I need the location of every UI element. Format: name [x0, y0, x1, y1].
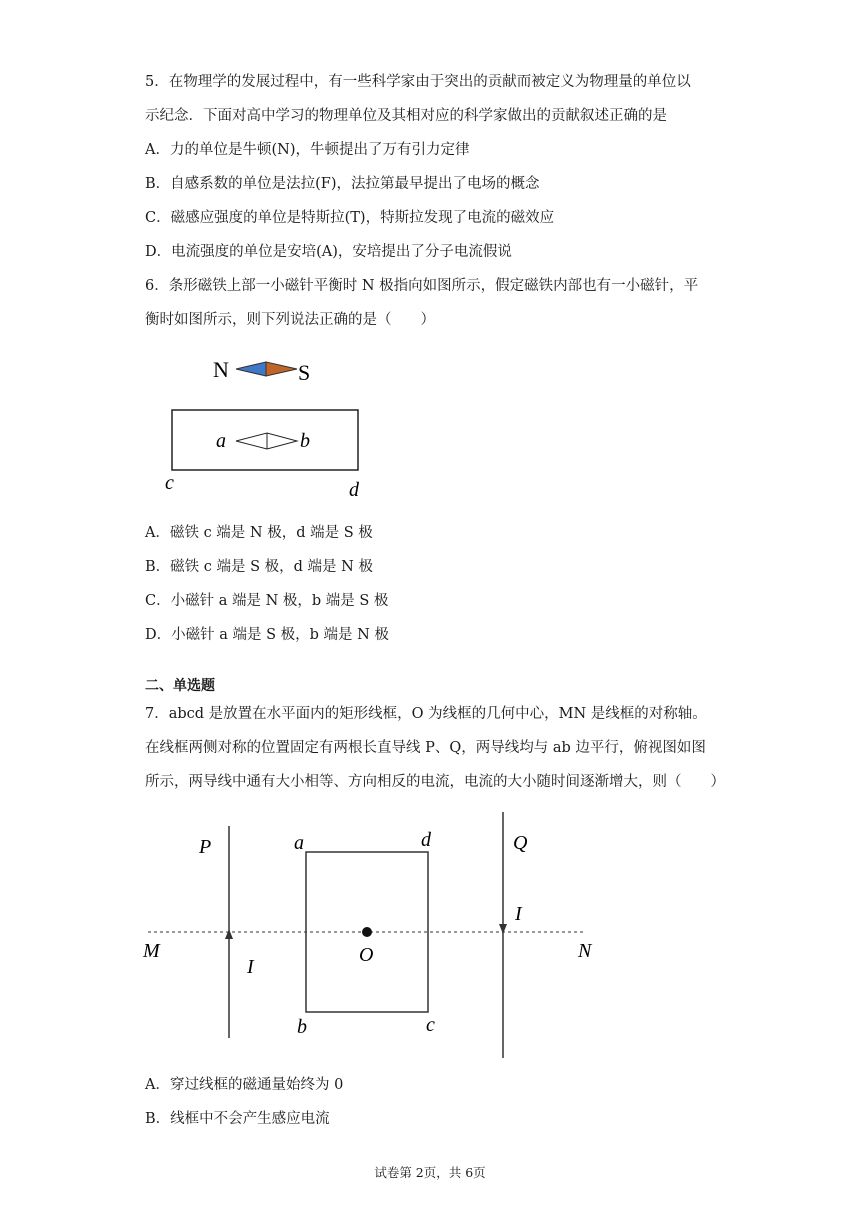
coil-c-label: c: [426, 1014, 435, 1036]
q7-stem-line-3: 所示，两导线中通有大小相等、方向相反的电流，电流的大小随时间逐渐增大，则（ ）: [145, 774, 725, 790]
magnet-c-label: c: [165, 472, 174, 494]
q5-option-a: A．力的单位是牛顿(N)，牛顿提出了万有引力定律: [145, 142, 470, 158]
center-o-dot: [362, 927, 372, 937]
compass-needle-s-half: [266, 362, 297, 376]
wire-p-current-label: I: [247, 956, 254, 978]
wire-p-current-arrow: [225, 929, 233, 939]
center-o-label: O: [359, 944, 374, 966]
q6-stem-line-1: 6．条形磁铁上部一小磁针平衡时 N 极指向如图所示，假定磁铁内部也有一小磁针，平: [145, 278, 699, 294]
q5-option-b: B．自感系数的单位是法拉(F)，法拉第最早提出了电场的概念: [145, 176, 540, 192]
compass-n-label: N: [213, 357, 229, 382]
compass-s-label: S: [298, 360, 311, 385]
q6-magnet-figure: [0, 0, 860, 520]
bar-magnet: [172, 410, 358, 470]
compass-needle-n-half: [236, 362, 266, 376]
wire-q-current-arrow: [499, 924, 507, 934]
q6-stem-line-2: 衡时如图所示，则下列说法正确的是（ ）: [145, 312, 435, 328]
q5-option-c: C．磁感应强度的单位是特斯拉(T)，特斯拉发现了电流的磁效应: [145, 210, 555, 226]
wire-q-label: Q: [513, 832, 528, 854]
axis-n-label: N: [578, 940, 592, 962]
q6-option-c: C．小磁针 a 端是 N 极，b 端是 S 极: [145, 593, 389, 609]
coil-d-label: d: [421, 829, 431, 851]
wire-q-current-label: I: [515, 903, 522, 925]
coil-b-label: b: [297, 1016, 307, 1038]
inner-needle-b-label: b: [300, 430, 310, 452]
wire-p-label: P: [199, 836, 212, 858]
q7-option-b: B．线框中不会产生感应电流: [145, 1111, 330, 1127]
q7-stem-line-2: 在线框两侧对称的位置固定有两根长直导线 P、Q，两导线均与 ab 边平行，俯视图如图: [145, 740, 706, 756]
magnet-d-label: d: [349, 479, 359, 501]
q5-stem-line-1: 5．在物理学的发展过程中，有一些科学家由于突出的贡献而被定义为物理量的单位以: [145, 74, 691, 90]
axis-m-label: M: [143, 940, 160, 962]
q7-coil-figure: [0, 810, 860, 1070]
q6-option-d: D．小磁针 a 端是 S 极，b 端是 N 极: [145, 627, 389, 643]
q5-option-d: D．电流强度的单位是安培(A)，安培提出了分子电流假说: [145, 244, 512, 260]
q5-stem-line-2: 示纪念．下面对高中学习的物理单位及其相对应的科学家做出的贡献叙述正确的是: [145, 108, 667, 124]
q6-option-a: A．磁铁 c 端是 N 极，d 端是 S 极: [145, 525, 373, 541]
section-heading: 二、单选题: [145, 678, 215, 694]
q7-stem-line-1: 7．abcd 是放置在水平面内的矩形线框，O 为线框的几何中心，MN 是线框的对称轴。: [145, 706, 707, 722]
q7-option-a: A．穿过线框的磁通量始终为 0: [145, 1077, 344, 1093]
page-footer: 试卷第 2页，共 6页: [374, 1165, 486, 1180]
q6-option-b: B．磁铁 c 端是 S 极，d 端是 N 极: [145, 559, 373, 575]
inner-needle-a-label: a: [216, 430, 226, 452]
coil-a-label: a: [294, 832, 304, 854]
